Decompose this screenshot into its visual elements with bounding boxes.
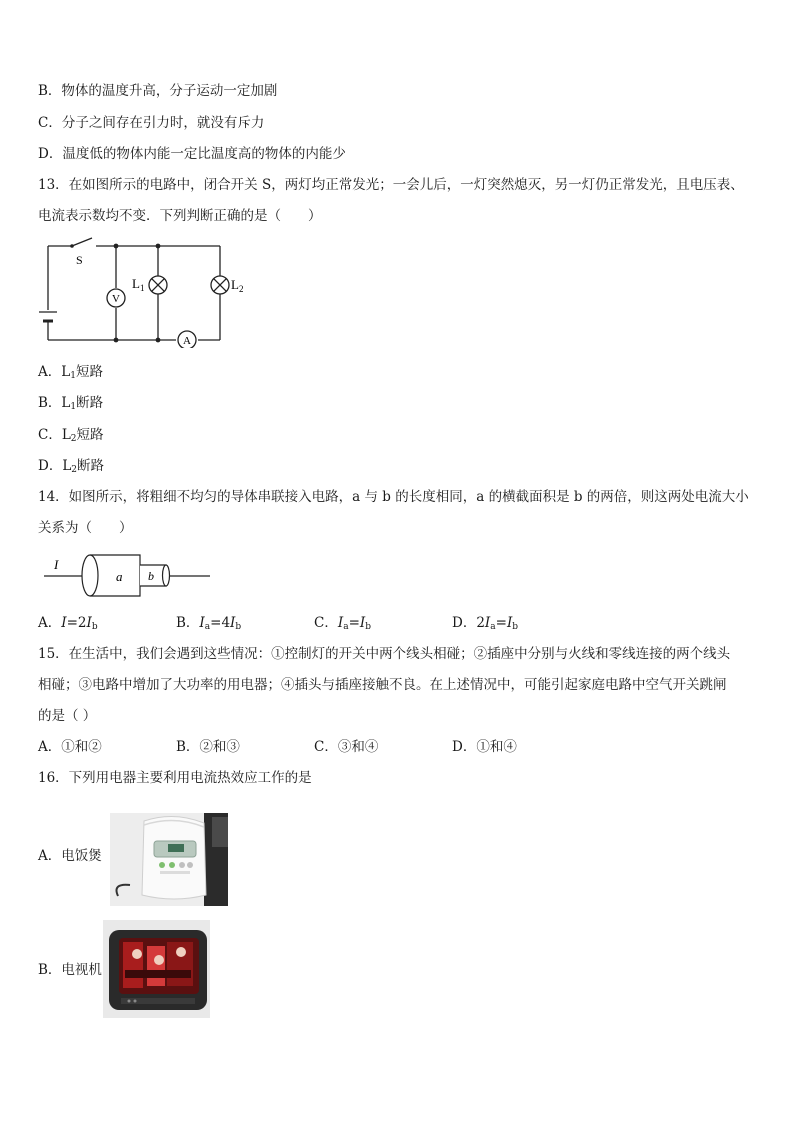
q12-option-b: B．物体的温度升高，分子运动一定加剧 — [38, 83, 278, 99]
q14-option-c: C．$I_a=I_b$ — [314, 615, 371, 632]
q13-lamp2-label: $L_2$ — [231, 277, 244, 294]
q16-stem: 16．下列用电器主要利用电流热效应工作的是 — [38, 770, 312, 786]
q14-current-label: I — [54, 557, 59, 572]
q14-stem-line2: 关系为（ ） — [38, 520, 133, 536]
rice-cooker-photo — [110, 813, 228, 906]
q13-option-a: A．$L_1$短路 — [38, 364, 103, 381]
q15-options — [38, 738, 758, 756]
q13-circuit-diagram — [36, 236, 256, 348]
q15-stem-line2: 相碰；③电路中增加了大功率的用电器；④插头与插座接触不良。在上述情况中，可能引起家庭电路中空气开关跳闸 — [38, 677, 727, 693]
q14-option-a: A．$I=2I_b$ — [38, 615, 98, 632]
q14-a-label: a — [116, 569, 123, 584]
q15-stem-line1: 15．在生活中，我们会遇到这些情况：①控制灯的开关中两个线头相碰；②插座中分别与火线和零线连接的两个线头 — [38, 646, 731, 662]
q13-option-b: B．$L_1$断路 — [38, 395, 104, 412]
q16-option-a: A．电饭煲 — [38, 848, 102, 864]
q14-option-d: D．$2I_a=I_b$ — [452, 615, 519, 632]
q13-voltmeter-label: V — [112, 293, 120, 305]
q14-b-label: b — [148, 569, 154, 583]
q12-option-c: C．分子之间存在引力时，就没有斥力 — [38, 115, 265, 131]
q15-option-d: D．①和④ — [452, 739, 517, 755]
q15-option-a: A．①和② — [38, 739, 102, 755]
q13-lamp1-label: $L_1$ — [132, 276, 145, 293]
television-photo — [103, 920, 210, 1018]
q14-options — [38, 614, 758, 632]
q13-ammeter-label: A — [183, 335, 191, 347]
q14-conductor-diagram — [40, 552, 215, 598]
q13-stem-line1: 13．在如图所示的电路中，闭合开关 S，两灯均正常发光；一会儿后，一灯突然熄灭，另一灯仍正常发光，且电压表、 — [38, 177, 744, 193]
q14-option-b: B．$I_a=4I_b$ — [176, 615, 242, 632]
q15-option-b: B．②和③ — [176, 739, 240, 755]
q13-switch-label: S — [76, 253, 83, 267]
q13-option-d: D．$L_2$断路 — [38, 458, 105, 475]
q12-option-d: D．温度低的物体内能一定比温度高的物体的内能少 — [38, 146, 346, 162]
q15-stem-line3: 的是（ ） — [38, 708, 97, 724]
q13-stem-line2: 电流表示数均不变．下列判断正确的是（ ） — [38, 208, 322, 224]
q15-option-c: C．③和④ — [314, 739, 379, 755]
q13-option-c: C．$L_2$短路 — [38, 427, 104, 444]
q14-stem-line1: 14．如图所示，将粗细不均匀的导体串联接入电路，a 与 b 的长度相同，a 的横截面积是 b 的两倍，则这两处电流大小 — [38, 489, 749, 505]
q16-option-b: B．电视机 — [38, 962, 102, 978]
